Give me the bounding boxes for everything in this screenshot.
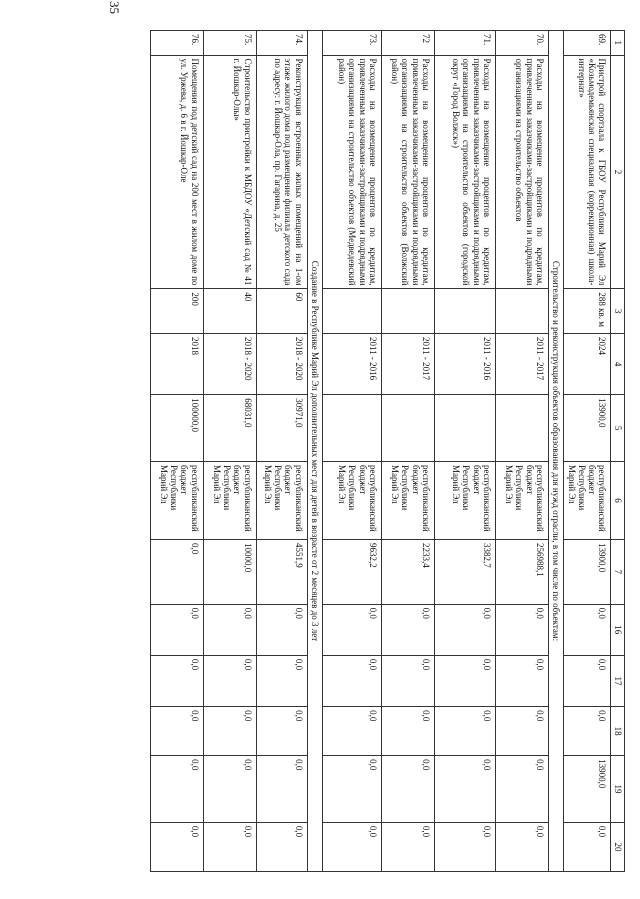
funding-source: республиканский бюджет Республики Марий Эл [381,462,434,540]
header-cell: 1 [611,31,625,56]
header-cell: 3 [611,289,625,334]
value-cell: 0,0 [563,604,610,655]
funding-source: республиканский бюджет Республики Марий Эл [495,462,548,540]
funding-source: республиканский бюджет Республики Марий Эл [322,462,381,540]
funding-source: республиканский бюджет Республики Марий Эл [563,462,610,540]
value-cell [322,289,381,334]
value-cell: 2018 - 2020 [203,333,256,394]
object-name: Помещения под детский сад на 200 мест в жилом доме по ул. Уржева, д. 6 в г. Йошкар-Оле [150,55,203,289]
value-cell: 9632,2 [322,540,381,605]
value-cell: 0,0 [381,756,434,823]
value-cell: 0,0 [495,655,548,706]
row-number: 76. [150,31,203,56]
table-row [434,31,495,872]
value-cell: 13900,0 [563,395,610,462]
value-cell: 10000,0 [203,540,256,605]
table-body [150,31,624,872]
value-cell: 0,0 [150,707,203,756]
value-cell: 3382,7 [434,540,495,605]
value-cell: 200 [150,289,203,334]
value-cell: 4551,9 [256,540,307,605]
value-cell: 0,0 [150,822,203,871]
value-cell: 0,0 [322,707,381,756]
value-cell: 0,0 [434,604,495,655]
row-number: 75. [203,31,256,56]
object-name: Расходы на возмещение процентов по кредитам, привлеченным заказчиками-застройщиками и подрядными организациями на строительство объектов [495,55,548,289]
funding-source: республиканский бюджет Республики Марий Эл [203,462,256,540]
value-cell: 0,0 [495,604,548,655]
value-cell: 0,0 [434,822,495,871]
value-cell: 0,0 [150,540,203,605]
value-cell: 0,0 [495,756,548,823]
value-cell: 0,0 [563,707,610,756]
header-cell: 16 [611,604,625,655]
value-cell: 2011 - 2016 [434,333,495,394]
value-cell [434,289,495,334]
section-heading: Создание в Республике Марий Эл дополнительных мест для детей в возрасте от 2 месяцев до 3 лет [307,31,322,872]
value-cell: 2018 - 2020 [256,333,307,394]
value-cell: 0,0 [381,707,434,756]
value-cell [434,395,495,462]
value-cell: 0,0 [256,822,307,871]
row-number: 69. [563,31,610,56]
row-number: 72 [381,31,434,56]
value-cell: 2018 [150,333,203,394]
value-cell: 0,0 [495,707,548,756]
header-cell: 5 [611,395,625,462]
table-row [381,31,434,872]
row-number: 73. [322,31,381,56]
table-row [256,31,307,872]
value-cell: 2011 - 2017 [495,333,548,394]
section-heading: Строительство и реконструкция объектов образования для нужд отрасли, в том числе по объектам: [548,31,563,872]
value-cell: 0,0 [563,822,610,871]
row-number: 71. [434,31,495,56]
value-cell: 30971,0 [256,395,307,462]
table-row [495,31,548,872]
object-name: Расходы на возмещение процентов по кредитам, привлеченным заказчиками-застройщиками и подрядными организациями на строительство объектов (Волжский район) [381,55,434,289]
page-number: 35 [107,1,122,14]
header-cell: 7 [611,540,625,605]
object-name: Расходы на возмещение процентов по кредитам, привлеченным заказчиками-застройщиками и подрядными организациями на строительство объектов (Медведевский район) [322,55,381,289]
funding-source: республиканский бюджет Республики Марий Эл [256,462,307,540]
value-cell: 40 [203,289,256,334]
rotated-sheet [118,30,625,872]
value-cell: 0,0 [203,604,256,655]
value-cell: 0,0 [322,604,381,655]
table-row [563,31,610,872]
value-cell: 0,0 [322,756,381,823]
object-name: Пристрой спортзала к ГБОУ Республики Марий Эл «Козьмодемьянская специальная (коррекционная) школа-интернат» [563,55,610,289]
header-cell: 18 [611,707,625,756]
value-cell: 0,0 [256,756,307,823]
value-cell: 0,0 [150,655,203,706]
row-number: 74. [256,31,307,56]
value-cell: 0,0 [381,655,434,706]
section-heading-row [307,31,322,872]
value-cell [322,395,381,462]
value-cell: 0,0 [203,655,256,706]
value-cell [381,289,434,334]
table-row [322,31,381,872]
value-cell: 0,0 [322,655,381,706]
value-cell: 0,0 [434,756,495,823]
table-row [150,31,203,872]
value-cell: 0,0 [150,756,203,823]
section-heading-row [548,31,563,872]
value-cell: 256988,1 [495,540,548,605]
value-cell: 0,0 [495,822,548,871]
value-cell: 100000,0 [150,395,203,462]
value-cell: 0,0 [150,604,203,655]
header-cell: 2 [611,55,625,289]
table-row [203,31,256,872]
value-cell: 0,0 [434,707,495,756]
funding-source: республиканский бюджет Республики Марий Эл [434,462,495,540]
header-cell: 17 [611,655,625,706]
value-cell: 0,0 [381,604,434,655]
value-cell: 0,0 [322,822,381,871]
object-name: Расходы на возмещение процентов по кредитам, привлеченным заказчиками-застройщиками и подрядными организациями на строительство объектов (городской округ «Город Волжск») [434,55,495,289]
value-cell: 2011 - 2016 [322,333,381,394]
value-cell: 2011 - 2017 [381,333,434,394]
value-cell: 0,0 [381,822,434,871]
object-name: Реконструкция встроенных жилых помещений на 1-ом этаже жилого дома под размещение филиала детского сада по адресу: г. Йошкар-Ола, пр. Гагарина, д. 25 [256,55,307,289]
funding-source: республиканский бюджет Республики Марий Эл [150,462,203,540]
header-cell: 20 [611,822,625,871]
value-cell: 2233,4 [381,540,434,605]
value-cell: 0,0 [434,655,495,706]
row-number: 70. [495,31,548,56]
value-cell: 0,0 [203,822,256,871]
header-cell: 4 [611,333,625,394]
header-cell: 19 [611,756,625,823]
value-cell: 0,0 [203,707,256,756]
value-cell: 2024 [563,333,610,394]
value-cell: 60 [256,289,307,334]
value-cell: 0,0 [256,604,307,655]
value-cell: 288 кв. м [563,289,610,334]
object-name: Строительство пристройки к МБДОУ «Детский сад № 41 г. Йошкар-Олы» [203,55,256,289]
value-cell: 13900,0 [563,756,610,823]
objects-table [150,30,625,872]
value-cell: 0,0 [256,655,307,706]
value-cell: 68031,0 [203,395,256,462]
value-cell: 0,0 [203,756,256,823]
value-cell: 0,0 [256,707,307,756]
header-row [611,31,625,872]
value-cell [495,289,548,334]
value-cell: 13900,0 [563,540,610,605]
value-cell [381,395,434,462]
header-cell: 6 [611,462,625,540]
value-cell: 0,0 [563,655,610,706]
value-cell [495,395,548,462]
